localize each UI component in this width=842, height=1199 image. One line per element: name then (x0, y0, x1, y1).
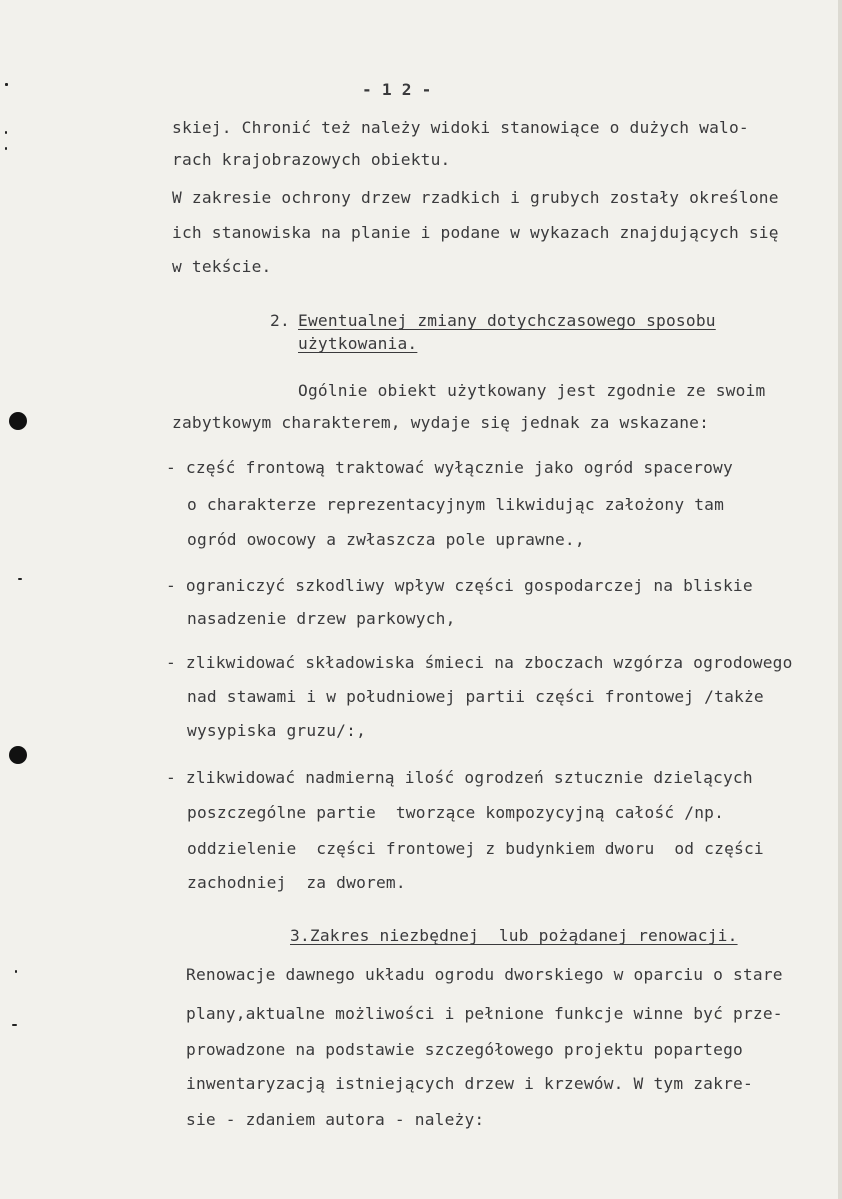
margin-speck (15, 970, 17, 973)
list-item-line: wysypiska gruzu/:, (187, 721, 367, 740)
list-item-line: nad stawami i w południowej partii części frontowej /także (187, 687, 764, 706)
list-item-line: o charakterze reprezentacyjnym likwidując założony tam (187, 495, 725, 514)
text-line: Ogólnie obiekt użytkowany jest zgodnie ze swoim (298, 381, 766, 400)
text-line: plany,aktualne możliwości i pełnione funkcje winne być prze- (186, 1004, 783, 1023)
margin-speck (5, 83, 8, 86)
margin-speck (12, 1024, 17, 1026)
punch-hole (9, 412, 27, 430)
section-heading: użytkowania. (298, 334, 418, 353)
list-item-line: - ograniczyć szkodliwy wpływ części gospodarczej na bliskie (166, 576, 753, 595)
section-number: 2. (270, 311, 290, 330)
punch-hole (9, 746, 27, 764)
section-heading: 3.Zakres niezbędnej lub pożądanej renowacji. (290, 926, 738, 945)
list-item-line: oddzielenie części frontowej z budynkiem dworu od części (187, 839, 764, 858)
page-edge (838, 0, 842, 1199)
page-number: - 1 2 - (362, 80, 432, 99)
text-line: rach krajobrazowych obiektu. (172, 150, 451, 169)
text-line: ich stanowiska na planie i podane w wykazach znajdujących się (172, 223, 779, 242)
margin-speck (5, 131, 7, 134)
text-line: inwentaryzacją istniejących drzew i krzewów. W tym zakre- (186, 1074, 753, 1093)
section-heading: Ewentualnej zmiany dotychczasowego sposobu (298, 311, 716, 330)
list-item-line: - zlikwidować składowiska śmieci na zboczach wzgórza ogrodowego (166, 653, 793, 672)
text-line: zabytkowym charakterem, wydaje się jednak za wskazane: (172, 413, 710, 432)
text-line: prowadzone na podstawie szczegółowego projektu popartego (186, 1040, 743, 1059)
list-item-line: ogród owocowy a zwłaszcza pole uprawne., (187, 530, 585, 549)
margin-speck (5, 147, 7, 150)
text-line: skiej. Chronić też należy widoki stanowiące o dużych walo- (172, 118, 749, 137)
list-item-line: - zlikwidować nadmierną ilość ogrodzeń sztucznie dzielących (166, 768, 753, 787)
list-item-line: nasadzenie drzew parkowych, (187, 609, 456, 628)
margin-speck (18, 578, 22, 580)
text-line: sie - zdaniem autora - należy: (186, 1110, 485, 1129)
text-line: Renowacje dawnego układu ogrodu dworskiego w oparciu o stare (186, 965, 783, 984)
list-item-line: zachodniej za dworem. (187, 873, 406, 892)
list-item-line: - część frontową traktować wyłącznie jako ogród spacerowy (166, 458, 733, 477)
text-line: W zakresie ochrony drzew rzadkich i grubych zostały określone (172, 188, 779, 207)
text-line: w tekście. (172, 257, 272, 276)
list-item-line: poszczególne partie tworzące kompozycyjną całość /np. (187, 803, 725, 822)
